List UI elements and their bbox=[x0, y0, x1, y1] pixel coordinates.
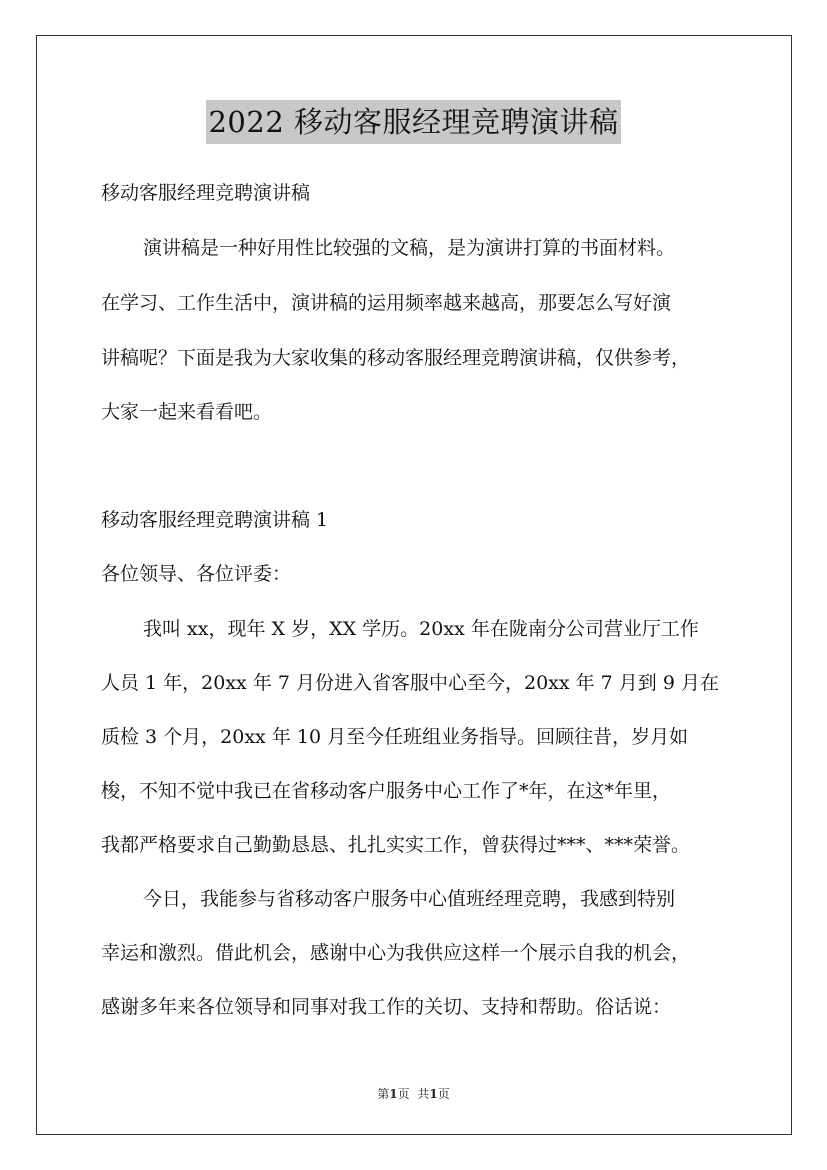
paragraph-line: 我叫 xx，现年 X 岁，XX 学历。20xx 年在陇南分公司营业厅工作 bbox=[143, 618, 699, 640]
title-container bbox=[0, 100, 827, 144]
page-suffix: 页 bbox=[397, 1087, 410, 1101]
paragraph-line: 在学习、工作生活中，演讲稿的运用频率越来越高，那要怎么写好演 bbox=[101, 292, 672, 314]
page-number: 1 bbox=[389, 1087, 398, 1101]
paragraph-line: 幸运和激烈。借此机会，感谢中心为我供应这样一个展示自我的机会， bbox=[101, 942, 691, 964]
paragraph-line: 讲稿呢？下面是我为大家收集的移动客服经理竞聘演讲稿，仅供参考， bbox=[101, 347, 691, 369]
paragraph-line: 梭，不知不觉中我已在省移动客户服务中心工作了*年，在这*年里， bbox=[101, 780, 672, 802]
total-prefix: 共 bbox=[417, 1087, 430, 1101]
total-pages: 1 bbox=[429, 1087, 438, 1101]
page-footer bbox=[0, 1085, 827, 1102]
section-heading: 移动客服经理竞聘演讲稿 1 bbox=[101, 509, 329, 531]
total-suffix: 页 bbox=[437, 1087, 450, 1101]
paragraph-line: 质检 3 个月，20xx 年 10 月至今任班组业务指导。回顾往昔，岁月如 bbox=[101, 726, 689, 748]
paragraph-line: 感谢多年来各位领导和同事对我工作的关切、支持和帮助。俗话说： bbox=[101, 996, 672, 1018]
document-title: 2022 移动客服经理竞聘演讲稿 bbox=[206, 100, 620, 144]
paragraph-line: 今日，我能参与省移动客户服务中心值班经理竞聘，我感到特别 bbox=[143, 888, 676, 910]
paragraph-line: 演讲稿是一种好用性比较强的文稿，是为演讲打算的书面材料。 bbox=[143, 237, 676, 259]
paragraph-line: 我都严格要求自己勤勤恳恳、扎扎实实工作，曾获得过***、***荣誉。 bbox=[101, 834, 691, 856]
page-prefix: 第 bbox=[377, 1087, 390, 1101]
paragraph-line: 大家一起来看看吧。 bbox=[101, 401, 273, 423]
salutation: 各位领导、各位评委： bbox=[101, 563, 292, 585]
subtitle: 移动客服经理竞聘演讲稿 bbox=[101, 182, 311, 204]
paragraph-line: 人员 1 年，20xx 年 7 月份进入省客服中心至今，20xx 年 7 月到 9 月在 bbox=[101, 672, 719, 694]
